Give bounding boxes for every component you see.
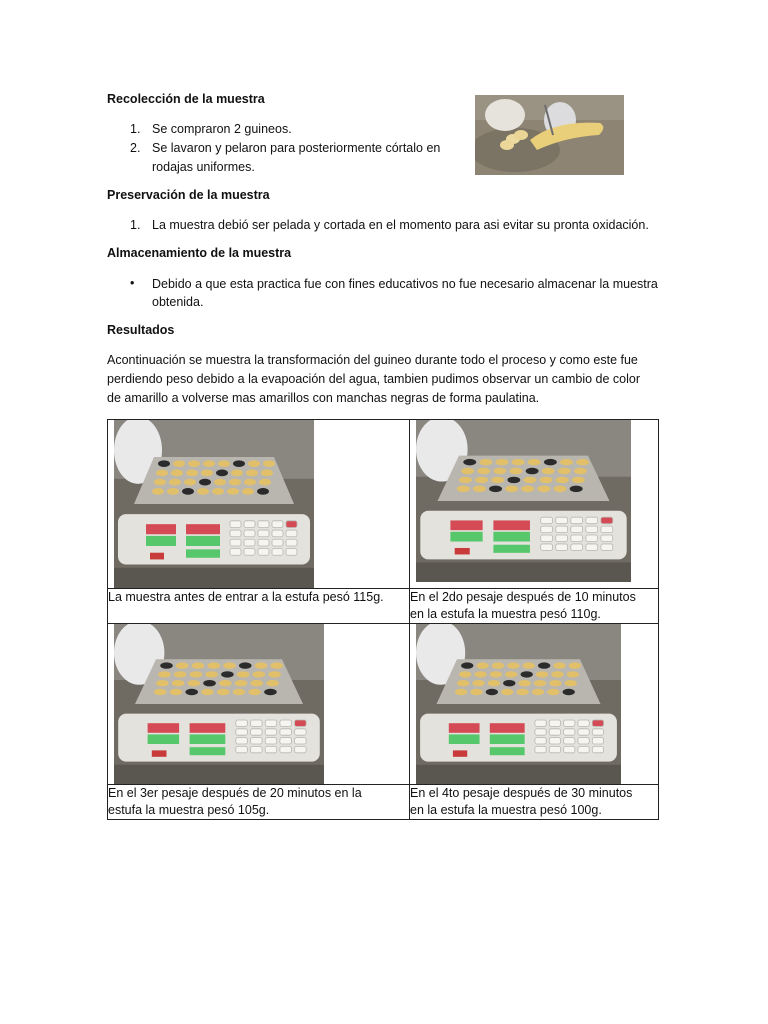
caption-line: en la estufa la muestra pesó 100g.	[410, 803, 602, 817]
caption-line: En el 2do pesaje después de 10 minutos	[410, 590, 636, 604]
list-marker: 1.	[130, 218, 141, 232]
scale-photo-1	[114, 420, 314, 588]
caption-line: estufa la muestra pesó 105g.	[108, 803, 270, 817]
table-row	[108, 785, 659, 820]
banana-cutting-photo	[475, 95, 624, 175]
caption-line: en la estufa la muestra pesó 110g.	[410, 607, 601, 621]
list-item: La muestra debió ser pelada y cortada en el momento para asi evitar su pronta oxidación.	[152, 218, 649, 232]
list-item: Se lavaron y pelaron para posteriormente córtalo en	[152, 141, 441, 155]
results-table	[107, 419, 659, 820]
paragraph-line: Acontinuación se muestra la transformación del guineo durante todo el proceso y como este fue	[107, 353, 638, 367]
paragraph-line: de amarillo a volverse mas amarillos con manchas negras de forma paulatina.	[107, 391, 540, 405]
list-item: Se compraron 2 guineos.	[152, 122, 292, 136]
caption-cell	[108, 589, 410, 624]
caption-line: En el 3er pesaje después de 20 minutos en la	[108, 786, 362, 800]
list-marker: 1.	[130, 122, 141, 136]
caption-line: La muestra antes de entrar a la estufa pesó 115g.	[108, 590, 384, 604]
table-row	[108, 589, 659, 624]
caption-line: En el 4to pesaje después de 30 minutos	[410, 786, 633, 800]
photo-cell	[108, 420, 410, 589]
bullet-marker: •	[130, 276, 135, 290]
photo-cell	[410, 420, 659, 589]
paragraph-line: perdiendo peso debido a la evapoación del agua, tambien pudimos observar un cambio de color	[107, 372, 640, 386]
caption-cell	[410, 785, 659, 820]
heading-resultados: Resultados	[107, 323, 175, 337]
list-item-continuation: obtenida.	[152, 295, 204, 309]
scale-photo-2	[416, 420, 631, 582]
list-item-continuation: rodajas uniformes.	[152, 160, 255, 174]
scale-photo-4	[416, 624, 621, 784]
caption-cell	[108, 785, 410, 820]
heading-almacenamiento: Almacenamiento de la muestra	[107, 246, 292, 260]
table-row	[108, 624, 659, 785]
list-marker: 2.	[130, 141, 141, 155]
heading-recoleccion: Recolección de la muestra	[107, 92, 265, 106]
caption-cell	[410, 589, 659, 624]
photo-cell	[410, 624, 659, 785]
photo-cell	[108, 624, 410, 785]
heading-preservacion: Preservación de la muestra	[107, 188, 270, 202]
scale-photo-3	[114, 624, 324, 784]
table-row	[108, 420, 659, 589]
list-item: Debido a que esta practica fue con fines educativos no fue necesario almacenar la muestra	[152, 277, 658, 291]
